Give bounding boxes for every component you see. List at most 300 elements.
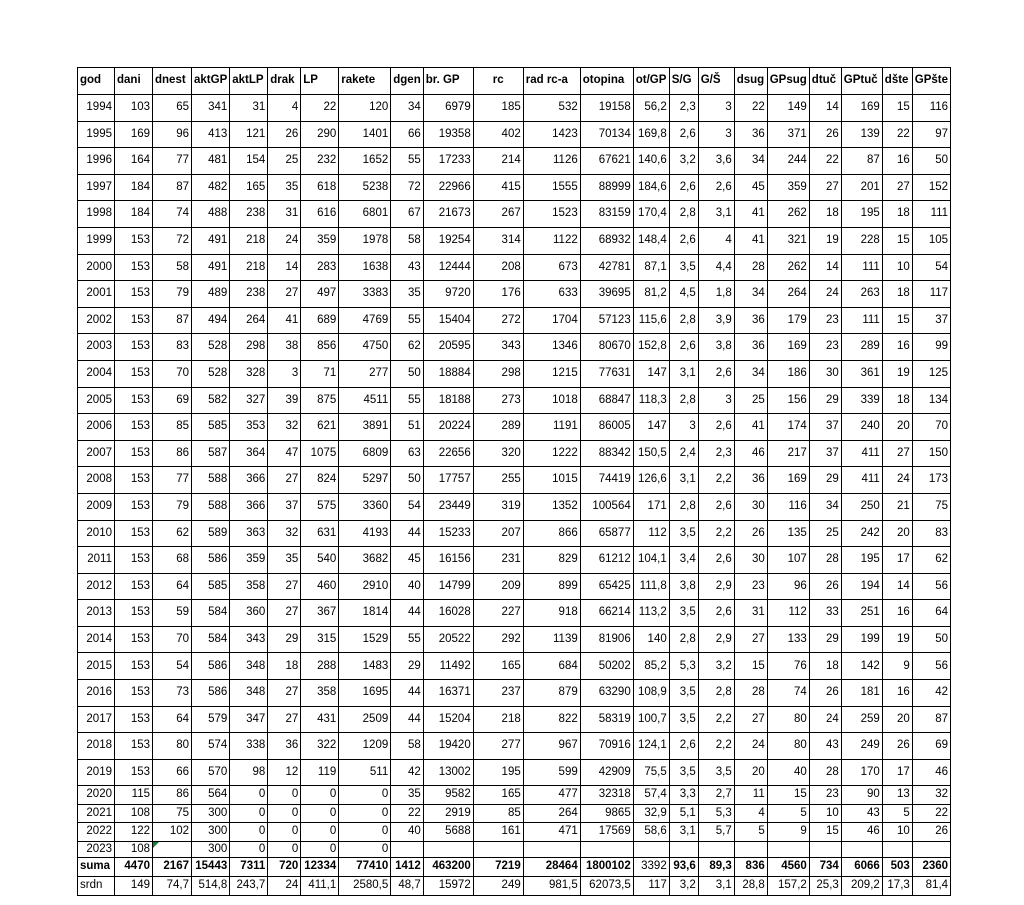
column-header: LP [301,68,339,95]
table-cell: 104,1 [633,547,669,574]
table-cell: 87,1 [633,254,669,281]
table-cell: 29 [391,653,423,680]
column-header: aktGP [192,68,230,95]
table-cell: 237 [473,680,523,707]
table-cell: 339 [841,387,882,414]
table-row [78,600,951,627]
table-cell: 292 [473,626,523,653]
data-table [77,67,951,896]
table-cell: 56 [912,573,950,600]
table-cell: 22 [734,95,767,122]
table-cell: 20 [882,520,912,547]
table-cell: 86 [153,440,192,467]
table-cell: 17 [882,547,912,574]
table-cell: 24 [882,467,912,494]
table-cell: 209 [473,573,523,600]
table-cell: 1638 [339,254,391,281]
table-cell: 3,5 [698,759,734,786]
table-cell: 242 [841,520,882,547]
table-cell: 88999 [580,174,633,201]
table-cell: 27 [882,440,912,467]
table-cell: 363 [230,520,268,547]
table-cell: 14 [882,573,912,600]
table-row [78,786,951,805]
table-cell: 66 [153,759,192,786]
table-cell: 2022 [78,823,115,842]
table-cell: 15233 [423,520,473,547]
table-cell: 16 [882,148,912,175]
table-cell: 359 [230,547,268,574]
table-cell: 140,6 [633,148,669,175]
table-cell: 46 [841,823,882,842]
table-cell: 100,7 [633,706,669,733]
table-cell: 81,4 [912,876,950,895]
table-cell: 3 [698,387,734,414]
table-cell: 29 [268,626,301,653]
table-cell: 359 [301,227,339,254]
column-header: G/Š [698,68,734,95]
table-cell: 58 [391,733,423,760]
table-cell: 153 [115,360,153,387]
table-cell: 40 [391,573,423,600]
table-row [78,334,951,361]
table-row [78,804,951,823]
table-cell: 1018 [523,387,580,414]
table-cell: 58 [153,254,192,281]
table-cell: 21 [882,493,912,520]
table-cell: 0 [301,804,339,823]
table-cell: 2,6 [698,174,734,201]
table-cell: 358 [230,573,268,600]
table-cell: 54 [153,653,192,680]
table-cell: 290 [301,121,339,148]
column-header: ot/GP [633,68,669,95]
table-cell: 415 [473,174,523,201]
table-cell: 26 [809,680,841,707]
table-cell: 98 [230,759,268,786]
table-cell: 322 [301,733,339,760]
table-cell: 153 [115,759,153,786]
table-cell: 3,5 [669,706,698,733]
table-cell: 34 [734,281,767,308]
table-cell: 173 [912,467,950,494]
average-row [78,876,951,895]
table-cell: 0 [230,804,268,823]
table-cell: 41 [734,414,767,441]
table-cell: 267 [473,201,523,228]
table-row [78,759,951,786]
table-cell: 228 [841,227,882,254]
table-cell: 411,1 [301,876,339,895]
table-cell: 74419 [580,467,633,494]
table-cell: 42909 [580,759,633,786]
table-cell: 42781 [580,254,633,281]
table-cell: 2360 [912,857,950,876]
table-cell: 32 [912,786,950,805]
table-cell: 836 [734,857,767,876]
table-cell: 967 [523,733,580,760]
table-cell: 2008 [78,467,115,494]
table-cell: 3,3 [669,786,698,805]
table-cell: 503 [882,857,912,876]
table-cell: 240 [841,414,882,441]
table-cell: 5688 [423,823,473,842]
table-cell [633,841,669,857]
table-cell: 19 [882,360,912,387]
table-row [78,493,951,520]
table-cell: 17569 [580,823,633,842]
table-cell: 5 [882,804,912,823]
table-cell: 58 [391,227,423,254]
table-cell: 9 [882,653,912,680]
table-cell: 3360 [339,493,391,520]
table-cell: 18188 [423,387,473,414]
table-cell: 29 [809,387,841,414]
table-cell: 33 [809,600,841,627]
table-cell: 54 [912,254,950,281]
table-cell: 540 [301,547,339,574]
table-cell: 77 [153,467,192,494]
table-cell: 2,6 [669,733,698,760]
table-cell [734,841,767,857]
table-cell: 298 [473,360,523,387]
table-cell: 413 [192,121,230,148]
table-cell: 3,4 [669,547,698,574]
table-cell: 31 [230,95,268,122]
table-cell: 2,8 [669,201,698,228]
table-cell: 10 [882,823,912,842]
table-cell: 65425 [580,573,633,600]
table-cell: 1704 [523,307,580,334]
table-cell: 77 [153,148,192,175]
table-cell: 125 [912,360,950,387]
table-cell: 102 [153,823,192,842]
table-cell: 3,1 [669,467,698,494]
table-cell: 232 [301,148,339,175]
column-header: rc [473,68,523,95]
table-cell: 165 [473,653,523,680]
table-cell: 55 [391,307,423,334]
column-header: drak [268,68,301,95]
table-cell: 5 [734,823,767,842]
table-cell: 24 [734,733,767,760]
table-cell: 41 [734,201,767,228]
table-cell: 68 [153,547,192,574]
table-cell: 1555 [523,174,580,201]
table-cell: 153 [115,281,153,308]
table-cell: 30 [734,493,767,520]
table-cell: 169 [767,334,809,361]
table-cell: 477 [523,786,580,805]
table-cell: 14 [809,95,841,122]
table-cell: 25 [734,387,767,414]
table-cell: 6809 [339,440,391,467]
table-cell: 55 [391,148,423,175]
table-row [78,95,951,122]
column-header: aktLP [230,68,268,95]
table-cell: 112 [633,520,669,547]
table-cell: 50 [912,626,950,653]
table-cell: 411 [841,440,882,467]
table-cell: 36 [734,121,767,148]
table-cell: 3392 [633,857,669,876]
table-cell: 43 [809,733,841,760]
table-cell: 75,5 [633,759,669,786]
table-cell: 1352 [523,493,580,520]
table-cell: 46 [734,440,767,467]
table-cell: 2,6 [669,227,698,254]
table-cell: 68932 [580,227,633,254]
table-cell: 31 [734,600,767,627]
table-cell: 2016 [78,680,115,707]
table-cell: 39695 [580,281,633,308]
table-cell: 2,6 [669,174,698,201]
table-cell: 15404 [423,307,473,334]
table-cell: 2,7 [698,786,734,805]
table-cell: 289 [841,334,882,361]
table-cell: 587 [192,440,230,467]
table-cell: 1998 [78,201,115,228]
table-row [78,626,951,653]
table-cell: 87 [153,307,192,334]
table-cell: 20224 [423,414,473,441]
table-row [78,360,951,387]
table-cell: 16 [882,680,912,707]
table-cell: 218 [230,254,268,281]
table-cell [153,841,192,857]
table-cell: 115,6 [633,307,669,334]
column-header: dnest [153,68,192,95]
table-cell: 81906 [580,626,633,653]
table-cell: 2023 [78,841,115,857]
table-cell: 824 [301,467,339,494]
table-cell: 139 [841,121,882,148]
table-row [78,121,951,148]
table-cell: 684 [523,653,580,680]
column-header: S/G [669,68,698,95]
table-cell: 3682 [339,547,391,574]
table-cell: 2011 [78,547,115,574]
table-cell: 584 [192,600,230,627]
column-header: dani [115,68,153,95]
table-cell: 64 [153,706,192,733]
table-cell: 5 [767,804,809,823]
table-cell: 75 [912,493,950,520]
table-cell: 238 [230,281,268,308]
table-cell: 140 [633,626,669,653]
table-cell: 2019 [78,759,115,786]
table-cell: 65877 [580,520,633,547]
table-cell: srdn [78,876,115,895]
table-cell: 6979 [423,95,473,122]
table-cell: 64 [153,573,192,600]
table-cell: 44 [391,520,423,547]
table-cell: 58,6 [633,823,669,842]
table-cell: 1075 [301,440,339,467]
table-cell: 321 [767,227,809,254]
table-cell: 199 [841,626,882,653]
table-cell: 147 [633,360,669,387]
table-cell: 14799 [423,573,473,600]
table-cell: 3,2 [698,653,734,680]
table-cell: 86 [153,786,192,805]
table-cell: 2013 [78,600,115,627]
table-cell: 3,9 [698,307,734,334]
table-cell: 243,7 [230,876,268,895]
table-cell: 27 [268,706,301,733]
table-cell: 4 [268,95,301,122]
table-cell: 37 [809,414,841,441]
table-cell: 0 [301,823,339,842]
table-cell: 7311 [230,857,268,876]
table-cell: 411 [841,467,882,494]
table-cell: 588 [192,467,230,494]
table-row [78,653,951,680]
table-cell: 2,8 [669,307,698,334]
table-cell: 315 [301,626,339,653]
table-cell: 1997 [78,174,115,201]
table-cell: 142 [841,653,882,680]
table-cell: 0 [339,841,391,857]
table-cell: 126,6 [633,467,669,494]
table-cell: 71 [301,360,339,387]
table-cell: 116 [767,493,809,520]
table-cell: 298 [230,334,268,361]
table-cell: 117 [633,876,669,895]
table-cell: 277 [339,360,391,387]
table-cell: 22656 [423,440,473,467]
table-cell: 6066 [841,857,882,876]
table-cell: 63 [391,440,423,467]
table-cell: 149 [767,95,809,122]
table-cell: 2,2 [698,520,734,547]
table-cell: 185 [473,95,523,122]
table-cell: 25 [268,148,301,175]
table-cell: 3,8 [669,573,698,600]
table-cell: 153 [115,680,153,707]
table-cell: 39 [268,387,301,414]
table-cell: 153 [115,573,153,600]
table-cell: 184 [115,174,153,201]
table-cell: 15 [767,786,809,805]
table-cell: 23449 [423,493,473,520]
table-cell: 16156 [423,547,473,574]
table-cell: 17 [882,759,912,786]
table-cell: 35 [268,547,301,574]
table-cell: 50 [391,360,423,387]
table-cell: 244 [767,148,809,175]
table-cell: 2910 [339,573,391,600]
table-cell: 353 [230,414,268,441]
table-cell: 45 [391,547,423,574]
table-cell: 0 [301,841,339,857]
table-cell: 720 [268,857,301,876]
table-cell: 497 [301,281,339,308]
table-cell: 27 [268,467,301,494]
table-row [78,201,951,228]
table-cell: 491 [192,227,230,254]
table-row [78,307,951,334]
table-cell: 734 [809,857,841,876]
table-cell: 589 [192,520,230,547]
table-cell: 156 [767,387,809,414]
table-cell: 1695 [339,680,391,707]
table-cell: 19420 [423,733,473,760]
table-cell: 3,8 [698,334,734,361]
table-cell: 15443 [192,857,230,876]
table-cell [809,841,841,857]
table-cell: 201 [841,174,882,201]
table-cell: 28,8 [734,876,767,895]
table-cell: 5,3 [698,804,734,823]
table-cell: 13 [882,786,912,805]
table-cell: 585 [192,573,230,600]
table-cell: 489 [192,281,230,308]
table-cell: suma [78,857,115,876]
table-cell: 18 [268,653,301,680]
table-cell [698,841,734,857]
table-cell: 1996 [78,148,115,175]
table-cell: 217 [767,440,809,467]
table-cell: 85 [473,804,523,823]
table-cell: 320 [473,440,523,467]
table-row [78,841,951,857]
table-cell: 34 [391,95,423,122]
table-cell: 879 [523,680,580,707]
table-cell: 3 [698,95,734,122]
table-cell: 70916 [580,733,633,760]
table-cell: 170 [841,759,882,786]
table-cell: 262 [767,201,809,228]
table-cell: 169 [115,121,153,148]
table-cell: 528 [192,360,230,387]
table-cell: 599 [523,759,580,786]
table-cell: 21673 [423,201,473,228]
table-cell: 36 [734,467,767,494]
table-cell: 19 [809,227,841,254]
table-cell: 4,5 [669,281,698,308]
table-cell: 154 [230,148,268,175]
table-cell: 50 [391,467,423,494]
table-cell: 359 [767,174,809,201]
table-cell: 250 [841,493,882,520]
table-cell: 2014 [78,626,115,653]
table-cell: 3,5 [669,759,698,786]
table-cell: 283 [301,254,339,281]
table-cell: 2167 [153,857,192,876]
table-cell: 4193 [339,520,391,547]
table-cell: 16 [882,600,912,627]
table-cell: 51 [391,414,423,441]
table-cell: 23 [809,307,841,334]
table-cell: 152 [912,174,950,201]
table-cell: 1423 [523,121,580,148]
table-cell: 300 [192,804,230,823]
table-cell: 5238 [339,174,391,201]
table-cell: 42 [391,759,423,786]
table-cell: 13002 [423,759,473,786]
table-cell: 44 [391,706,423,733]
table-cell: 272 [473,307,523,334]
table-cell: 74,7 [153,876,192,895]
table-cell: 9 [767,823,809,842]
table-cell: 157,2 [767,876,809,895]
table-cell: 327 [230,387,268,414]
table-cell: 579 [192,706,230,733]
table-cell: 29 [809,626,841,653]
table-cell: 343 [230,626,268,653]
table-cell: 195 [473,759,523,786]
